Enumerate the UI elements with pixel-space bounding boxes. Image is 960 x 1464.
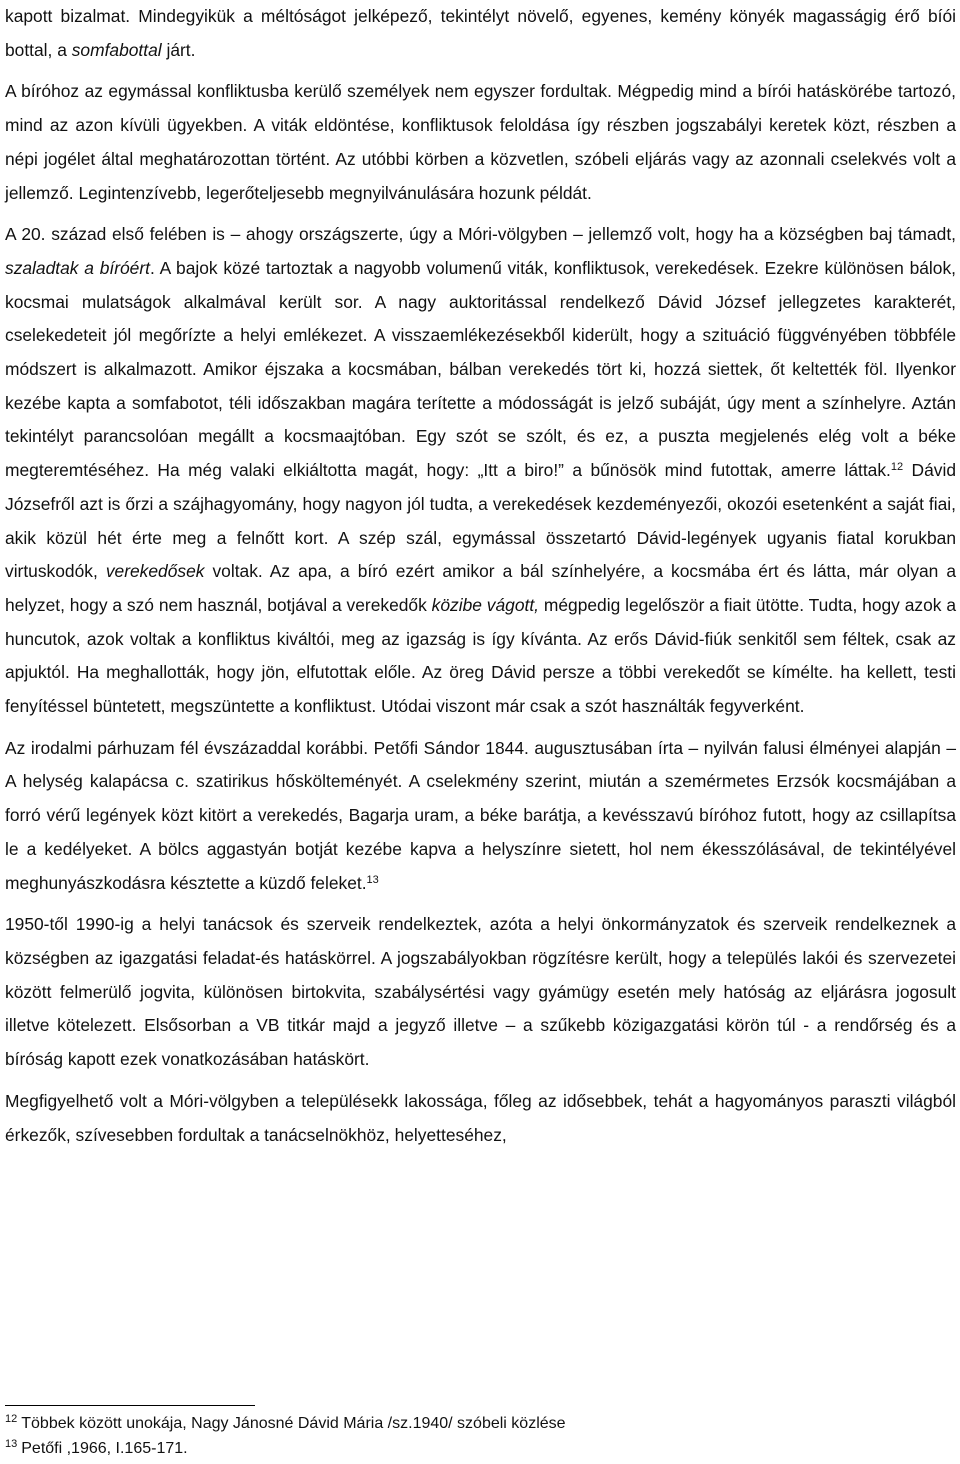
text-run: mégpedig legelőször a fiait ütötte. Tudta, hogy azok a huncutok, azok voltak a konfliktus kiváltói, meg az igazság is így kívánta. Az erős Dávid-fiúk senkitől sem féltek, csak az apjuktól. Ha meghallották, hogy jön, elfutottak előle. Az öreg Dávid persze a többi verekedőt se kímélte. ha kellett, testi fenyítéssel büntetett, megszüntette a konfliktust. Utódai viszont már csak a szót használták fegyverként. — [5, 594, 956, 717]
paragraph-2 — [5, 75, 956, 210]
italic-phrase: somfabottal — [71, 39, 162, 60]
text-run: 1950-től 1990-ig a helyi tanácsok és szerveik rendelkeztek, azóta a helyi önkormányzatok és szerveik rendelkeznek a községben az igazgatási feladat-és hatáskörrel. A jogszabályokban rögzítésre került, hogy a település lakói és szervezetei között felmerülő jogvita, különösen birtokvita, szabálysértési vagy gyámügy esetén mely hatóság az eljárásra jogosult illetve kötelezett. Elsősorban a VB titkár majd a jegyző illetve – a szűkebb közigazgatási körön túl - a rendőrség és a bíróság kapott ezek vonatkozásában hatáskört. — [5, 914, 956, 1070]
footnote-reference: 13 — [366, 873, 379, 886]
footnote-12 — [5, 1412, 905, 1437]
footnote-number: 12 — [5, 1413, 18, 1425]
text-run: . A bajok közé tartoztak a nagyobb volumenű viták, konfliktusok, verekedések. Ezekre különösen bálok, kocsmai mulatságok alkalmával került sor. A nagy auktoritással rendelkező Dávid József jellegzetes karakterét, cselekedeteit jól megőrízte a helyi emlékezet. A visszaemlékezésekből kiderült, hogy a szituáció függvényében többféle módszert is alkalmazott. Amikor éjszaka a kocsmában, bálban verekedés tört ki, hozzá siettek, őt keltették föl. Ilyenkor kezébe kapta a somfabotot, téli időszakban magára terítette a módosságát is jelző subáját, úgy ment a színhelyre. Aztán tekintélyt parancsolóan megállt a kocsmaajtóban. Egy szót se szólt, és ez, a puszta megjelenés elég volt a béke megteremtéséhez. Ha még valaki elkiáltotta magát, hogy: „Itt a biro!” a bűnösök mind futottak, amerre láttak. — [5, 257, 956, 481]
paragraph-1 — [5, 0, 956, 67]
text-run: járt. — [161, 39, 196, 60]
footnotes-section — [5, 1412, 905, 1462]
text-run: Dávid Józsefről azt is őrzi a szájhagyomány, hogy nagyon jól tudta, a verekedések kezdeményezői, okozói esetenként a saját fiai, akik közül hét érte meg a felnőtt kort. A szép szál, egymással összetartó Dávid-legények ugyanis fiatal korukban virtuskodók, — [5, 460, 956, 582]
text-run: Megfigyelhető volt a Móri-völgyben a településekk lakossága, főleg az idősebbek, tehát a hagyományos paraszti világból érkezők, szívesebben fordultak a tanácselnökhöz, helyetteséhez, — [5, 1090, 956, 1145]
footnote-text: Többek között unokája, Nagy Jánosné Dávid Mária /sz.1940/ szóbeli közlése — [21, 1415, 566, 1432]
paragraph-4 — [5, 732, 956, 901]
text-run: voltak. Az apa, a bíró ezért amikor a bál színhelyére, a kocsmába ért és látta, már olyan a helyzet, hogy a szó nem használ, botjával a verekedők — [5, 561, 957, 615]
paragraph-6 — [5, 1085, 956, 1152]
paragraph-3 — [5, 218, 956, 724]
italic-phrase: szaladtak a bíróért — [5, 257, 150, 278]
footnote-number: 13 — [5, 1438, 18, 1450]
text-run: A 20. század első felében is – ahogy országszerte, úgy a Móri-völgyben – jellemző volt, hogy ha a községben baj támadt, — [5, 224, 956, 245]
text-run: kapott bizalmat. Mindegyikük a méltóságot jelképező, tekintélyt növelő, egyenes, kemény könyék magasságig érő bíói bottal, a — [5, 6, 956, 60]
footnote-divider — [5, 1405, 255, 1406]
italic-phrase: közibe vágott, — [431, 594, 539, 615]
italic-phrase: verekedősek — [105, 561, 205, 582]
footnote-13 — [5, 1437, 905, 1462]
footnote-text: Petőfi ,1966, I.165-171. — [21, 1440, 188, 1457]
document-page — [5, 0, 956, 1152]
footnote-reference: 12 — [890, 461, 904, 474]
text-run: A bíróhoz az egymással konfliktusba kerülő személyek nem egyszer fordultak. Mégpedig mind a bírói hatáskörébe tartozó, mind az azon kívüli ügyekben. A viták eldöntése, konfliktusok feloldása így részben jogszabályi keretek közt, részben a népi jogélet által meghatározottan történt. Az utóbbi körben a közvetlen, szóbeli eljárás vagy az azonnali cselekvés volt a jellemző. Legintenzívebb, legerőteljesebb megnyilvánulására hozunk példát. — [5, 81, 956, 203]
text-run: Az irodalmi párhuzam fél évszázaddal korábbi. Petőfi Sándor 1844. augusztusában írta – nyilván falusi élményei alapján – A helység kalapácsa c. szatirikus hőskölteményét. A cselekmény szerint, miután a szemérmetes Erzsók kocsmájában a forró vérű legények közt kitört a verekedés, Bagarja uram, a béke barátja, a kevésszavú bíróhoz futott, hogy az csillapítsa le a kedélyeket. A bölcs aggastyán botját kezébe kapva a helyszínre sietett, hol nem ékesszólásával, de tekintélyével meghunyászkodásra késztette a küzdő feleket. — [5, 737, 956, 893]
paragraph-5 — [5, 908, 956, 1077]
